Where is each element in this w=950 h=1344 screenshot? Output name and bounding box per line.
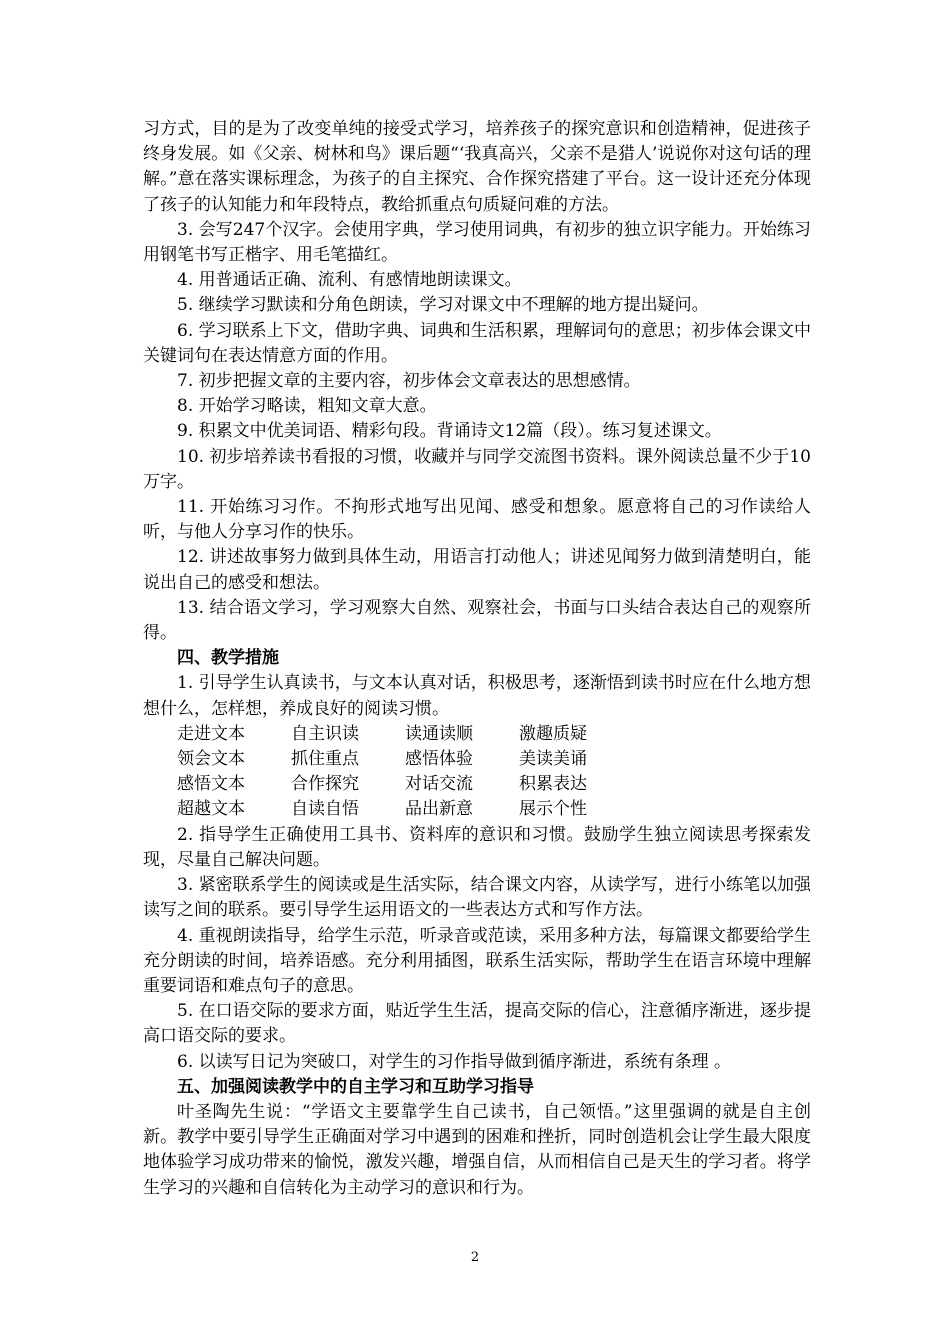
grid-cell: 抓住重点 — [291, 749, 359, 770]
grid-cell: 展示个性 — [519, 799, 587, 820]
grid-cell: 品出新意 — [405, 799, 473, 820]
goal-6: 6. 学习联系上下文，借助字典、词典和生活积累，理解词句的意思；初步体会课文中关键词句在表达情意方面的作用。 — [143, 320, 811, 366]
grid-cell: 走进文本 — [177, 723, 245, 744]
page-body — [143, 117, 811, 1201]
goal-4: 4. 用普通话正确、流利、有感情地朗读课文。 — [177, 270, 522, 291]
grid-cell: 积累表达 — [519, 774, 587, 795]
goal-7: 7. 初步把握文章的主要内容，初步体会文章表达的思想感情。 — [177, 371, 641, 392]
grid-cell: 自主识读 — [291, 723, 359, 744]
heading-5-rest: 阅读教学中的自主学习和互助学习指导 — [245, 1076, 534, 1097]
goal-12: 12. 讲述故事努力做到具体生动，用语言打动他人；讲述见闻努力做到清楚明白，能说出自己的感受和想法。 — [143, 547, 811, 593]
measure-4: 4. 重视朗读指导，给学生示范，听录音或范读，采用多种方法，每篇课文都要给学生充分朗读的时间，培养语感。充分利用插图，联系生活实际，帮助学生在语言环境中理解重要词语和难点句子的意思。 — [143, 925, 811, 996]
grid-cell: 读通读顺 — [405, 723, 473, 744]
grid-row — [143, 797, 811, 822]
page-number: 2 — [470, 1250, 480, 1265]
goal-13: 13. 结合语文学习，学习观察大自然、观察社会，书面与口头结合表达自己的观察所得。 — [143, 597, 811, 644]
paragraph-intro: 习方式，目的是为了改变单纯的接受式学习，培养孩子的探究意识和创造精神，促进孩子终身发展。如《父亲、树林和鸟》课后题“‘我真高兴，父亲不是猎人’说说你对这句话的理解。”意在落实课标理念，为孩子的自主探究、合作探究搭建了平台。这一设计还充分体现了孩子的认知能力和年段特点，教给抓重点句质疑问难的方法。 — [143, 119, 811, 215]
grid-row — [143, 722, 811, 747]
measure-1: 1. 引导学生认真读书，与文本认真对话，积极思考，逐渐悟到读书时应在什么地方想想什么，怎样想，养成良好的阅读习惯。 — [143, 673, 811, 719]
goal-3: 3. 会写247个汉字。会使用字典，学习使用词典，有初步的独立识字能力。开始练习用钢笔书写正楷字、用毛笔描红。 — [143, 219, 811, 266]
grid-row — [143, 747, 811, 772]
final-paragraph: 叶圣陶先生说：“学语文主要靠学生自己读书，自己领悟。”这里强调的就是自主创新。教学中要引导学生正确面对学习中遇到的困难和挫折，同时创造机会让学生最大限度地体验学习成功带来的愉悦，激发兴趣，增强自信，从而相信自己是天生的学习者。将学生学习的兴趣和自信转化为主动学习的意识和行为。 — [143, 1101, 811, 1198]
grid-cell: 自读自悟 — [291, 799, 359, 820]
grid-cell: 激趣质疑 — [519, 723, 587, 744]
grid-cell: 美读美诵 — [519, 749, 587, 770]
reading-steps-grid — [143, 722, 811, 823]
goal-5: 5. 继续学习默读和分角色朗读，学习对课文中不理解的地方提出疑问。 — [177, 295, 709, 316]
grid-cell: 超越文本 — [177, 799, 245, 820]
grid-cell: 合作探究 — [291, 774, 359, 795]
measure-5: 5. 在口语交际的要求方面，贴近学生生活，提高交际的信心，注意循序渐进，逐步提高口语交际的要求。 — [143, 1001, 811, 1047]
grid-cell: 对话交流 — [405, 774, 473, 795]
goal-9: 9. 积累文中优美词语、精彩句段。背诵诗文12篇（段）。练习复述课文。 — [177, 421, 722, 442]
goal-11: 11. 开始练习习作。不拘形式地写出见闻、感受和想象。愿意将自己的习作读给人听，与他人分享习作的快乐。 — [143, 497, 811, 543]
measure-2: 2. 指导学生正确使用工具书、资料库的意识和习惯。鼓励学生独立阅读思考探索发现，尽量自己解决问题。 — [143, 824, 811, 870]
section-heading-4: 四、教学措施 — [177, 648, 279, 669]
grid-cell: 感悟文本 — [177, 774, 245, 795]
measure-3: 3. 紧密联系学生的阅读或是生活实际，结合课文内容，从读学写，进行小练笔以加强读写之间的联系。要引导学生运用语文的一些表达方式和写作方法。 — [143, 875, 811, 921]
grid-row — [143, 772, 811, 797]
heading-5-prefix: 五、加强 — [177, 1076, 245, 1097]
section-heading-5 — [143, 1075, 811, 1100]
grid-cell: 感悟体验 — [405, 749, 473, 770]
goal-10: 10. 初步培养读书看报的习惯，收藏并与同学交流图书资料。课外阅读总量不少于10万字。 — [143, 446, 811, 492]
measure-6: 6. 以读写日记为突破口，对学生的习作指导做到循序渐进，系统有条理 。 — [177, 1051, 732, 1072]
grid-cell: 领会文本 — [177, 749, 245, 770]
goal-8: 8. 开始学习略读，粗知文章大意。 — [177, 396, 437, 417]
